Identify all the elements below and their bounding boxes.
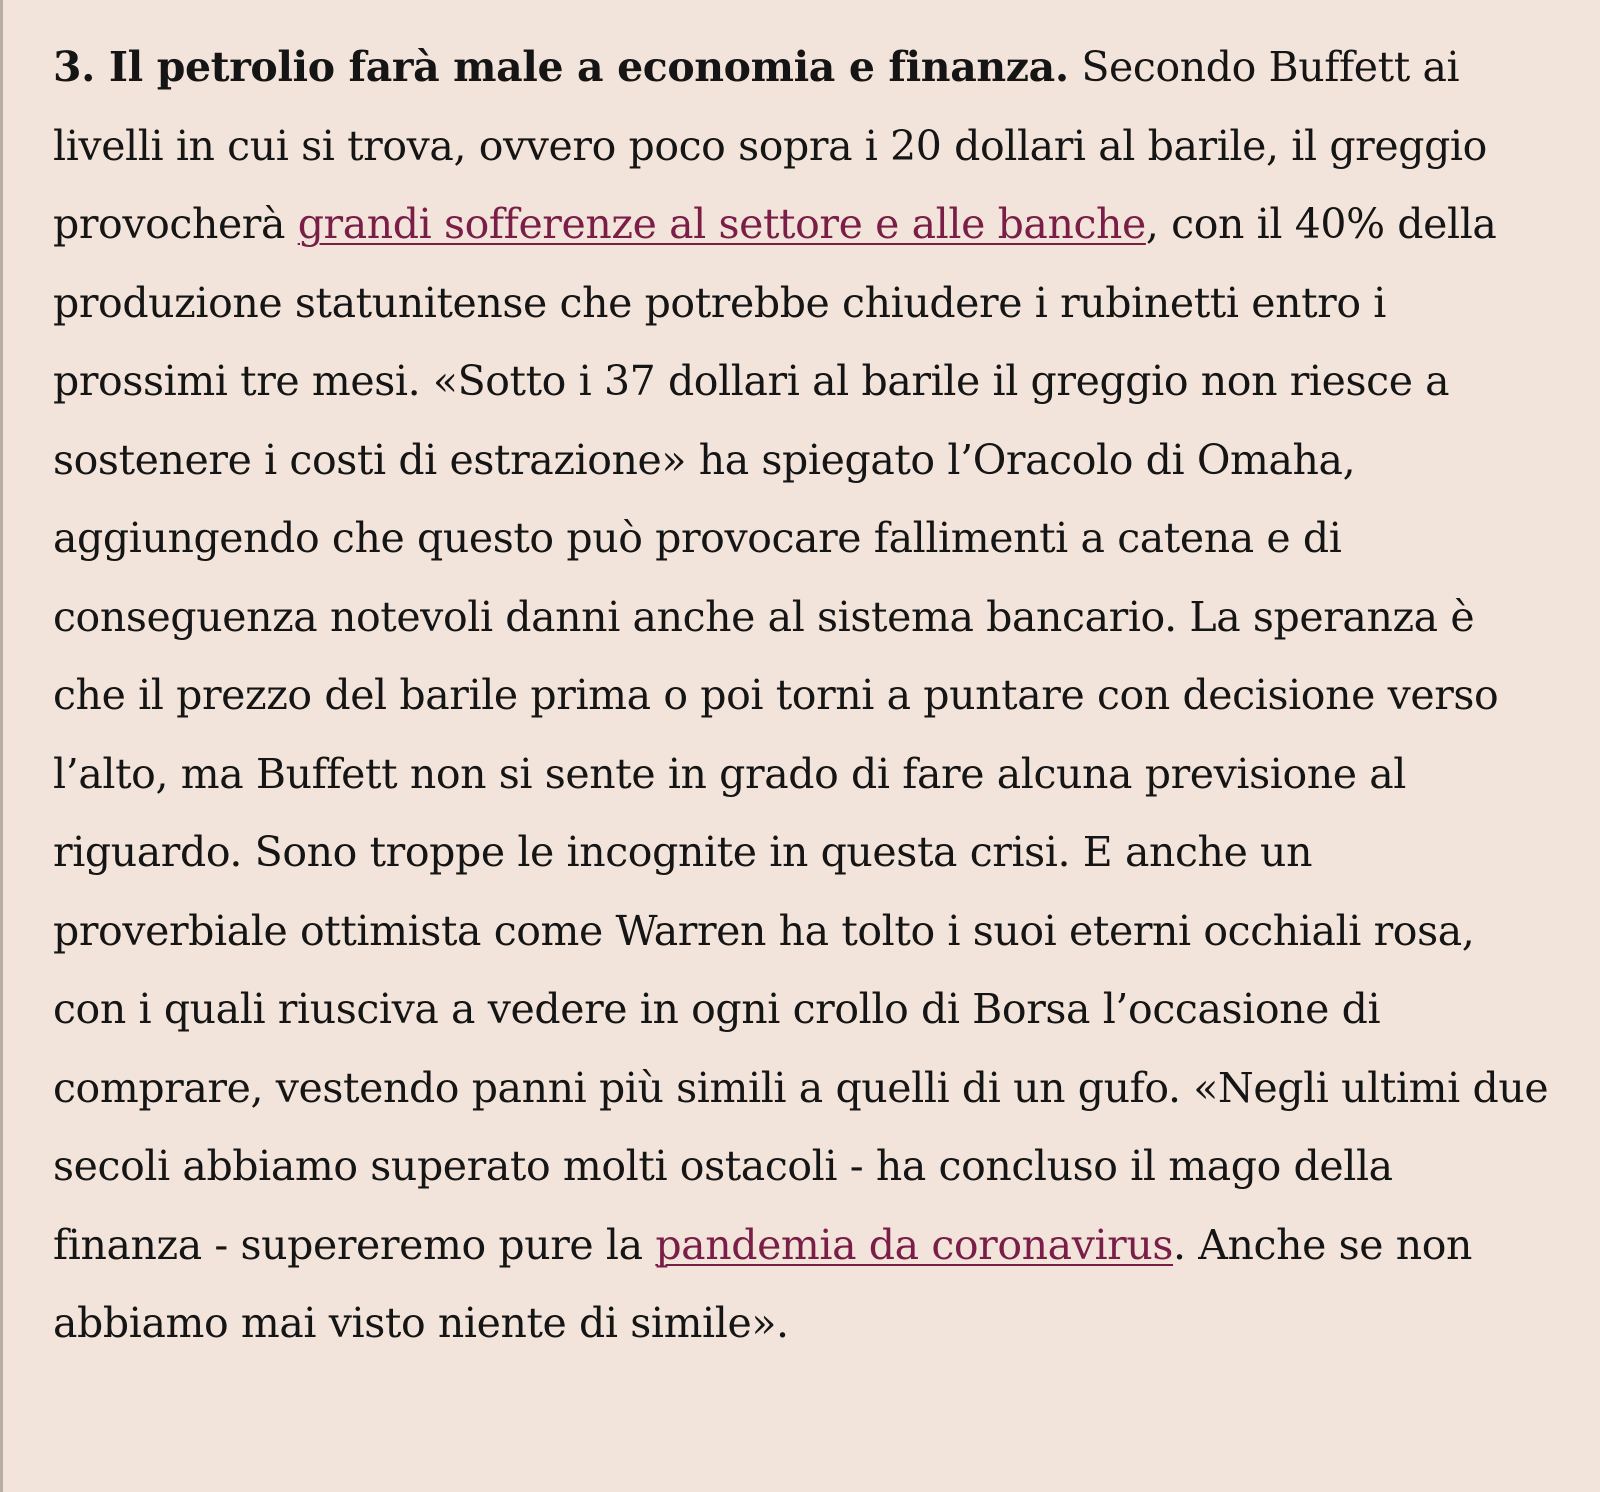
paragraph-text: , con il 40% della produzione statunitense che potrebbe chiudere i rubinetti entro i prossimi tre mesi. «Sotto i 37 dollari al barile il greggio non riesce a sostenere i costi di estrazione» ha spiegato l’Oracolo di Omaha, aggiungendo che questo può provocare fallimenti a catena e di conseguenza notevoli danni anche al sistema bancario. La speranza è che il prezzo del barile prima o poi torni a puntare con decisione verso l’alto, ma Buffett non si sente in grado di fare alcuna previsione al riguardo. Sono troppe le incognite in questa crisi. E anche un proverbiale ottimista come Warren ha tolto i suoi eterni occhiali rosa, con i quali riusciva a vedere in ogni crollo di Borsa l’occasione di comprare, vestendo panni più simili a quelli di un gufo. «Negli ultimi due secoli abbiamo superato molti ostacoli - ha concluso il mago della finanza - supereremo pure la xyxy=(53,200,1549,1269)
link-grandi-sofferenze[interactable]: grandi sofferenze al settore e alle banche xyxy=(297,200,1146,248)
section-lead: 3. Il petrolio farà male a economia e finanza. xyxy=(53,43,1069,91)
link-pandemia-coronavirus[interactable]: pandemia da coronavirus xyxy=(655,1220,1174,1269)
article-paragraph xyxy=(53,28,1553,1363)
paragraph-text: Secondo Buffett ai livelli in cui si trova, ovvero poco sopra i 20 dollari al barile, il greggio provocherà xyxy=(53,43,1487,248)
paragraph-text: . Anche se non abbiamo mai visto niente di simile». xyxy=(53,1220,1473,1347)
